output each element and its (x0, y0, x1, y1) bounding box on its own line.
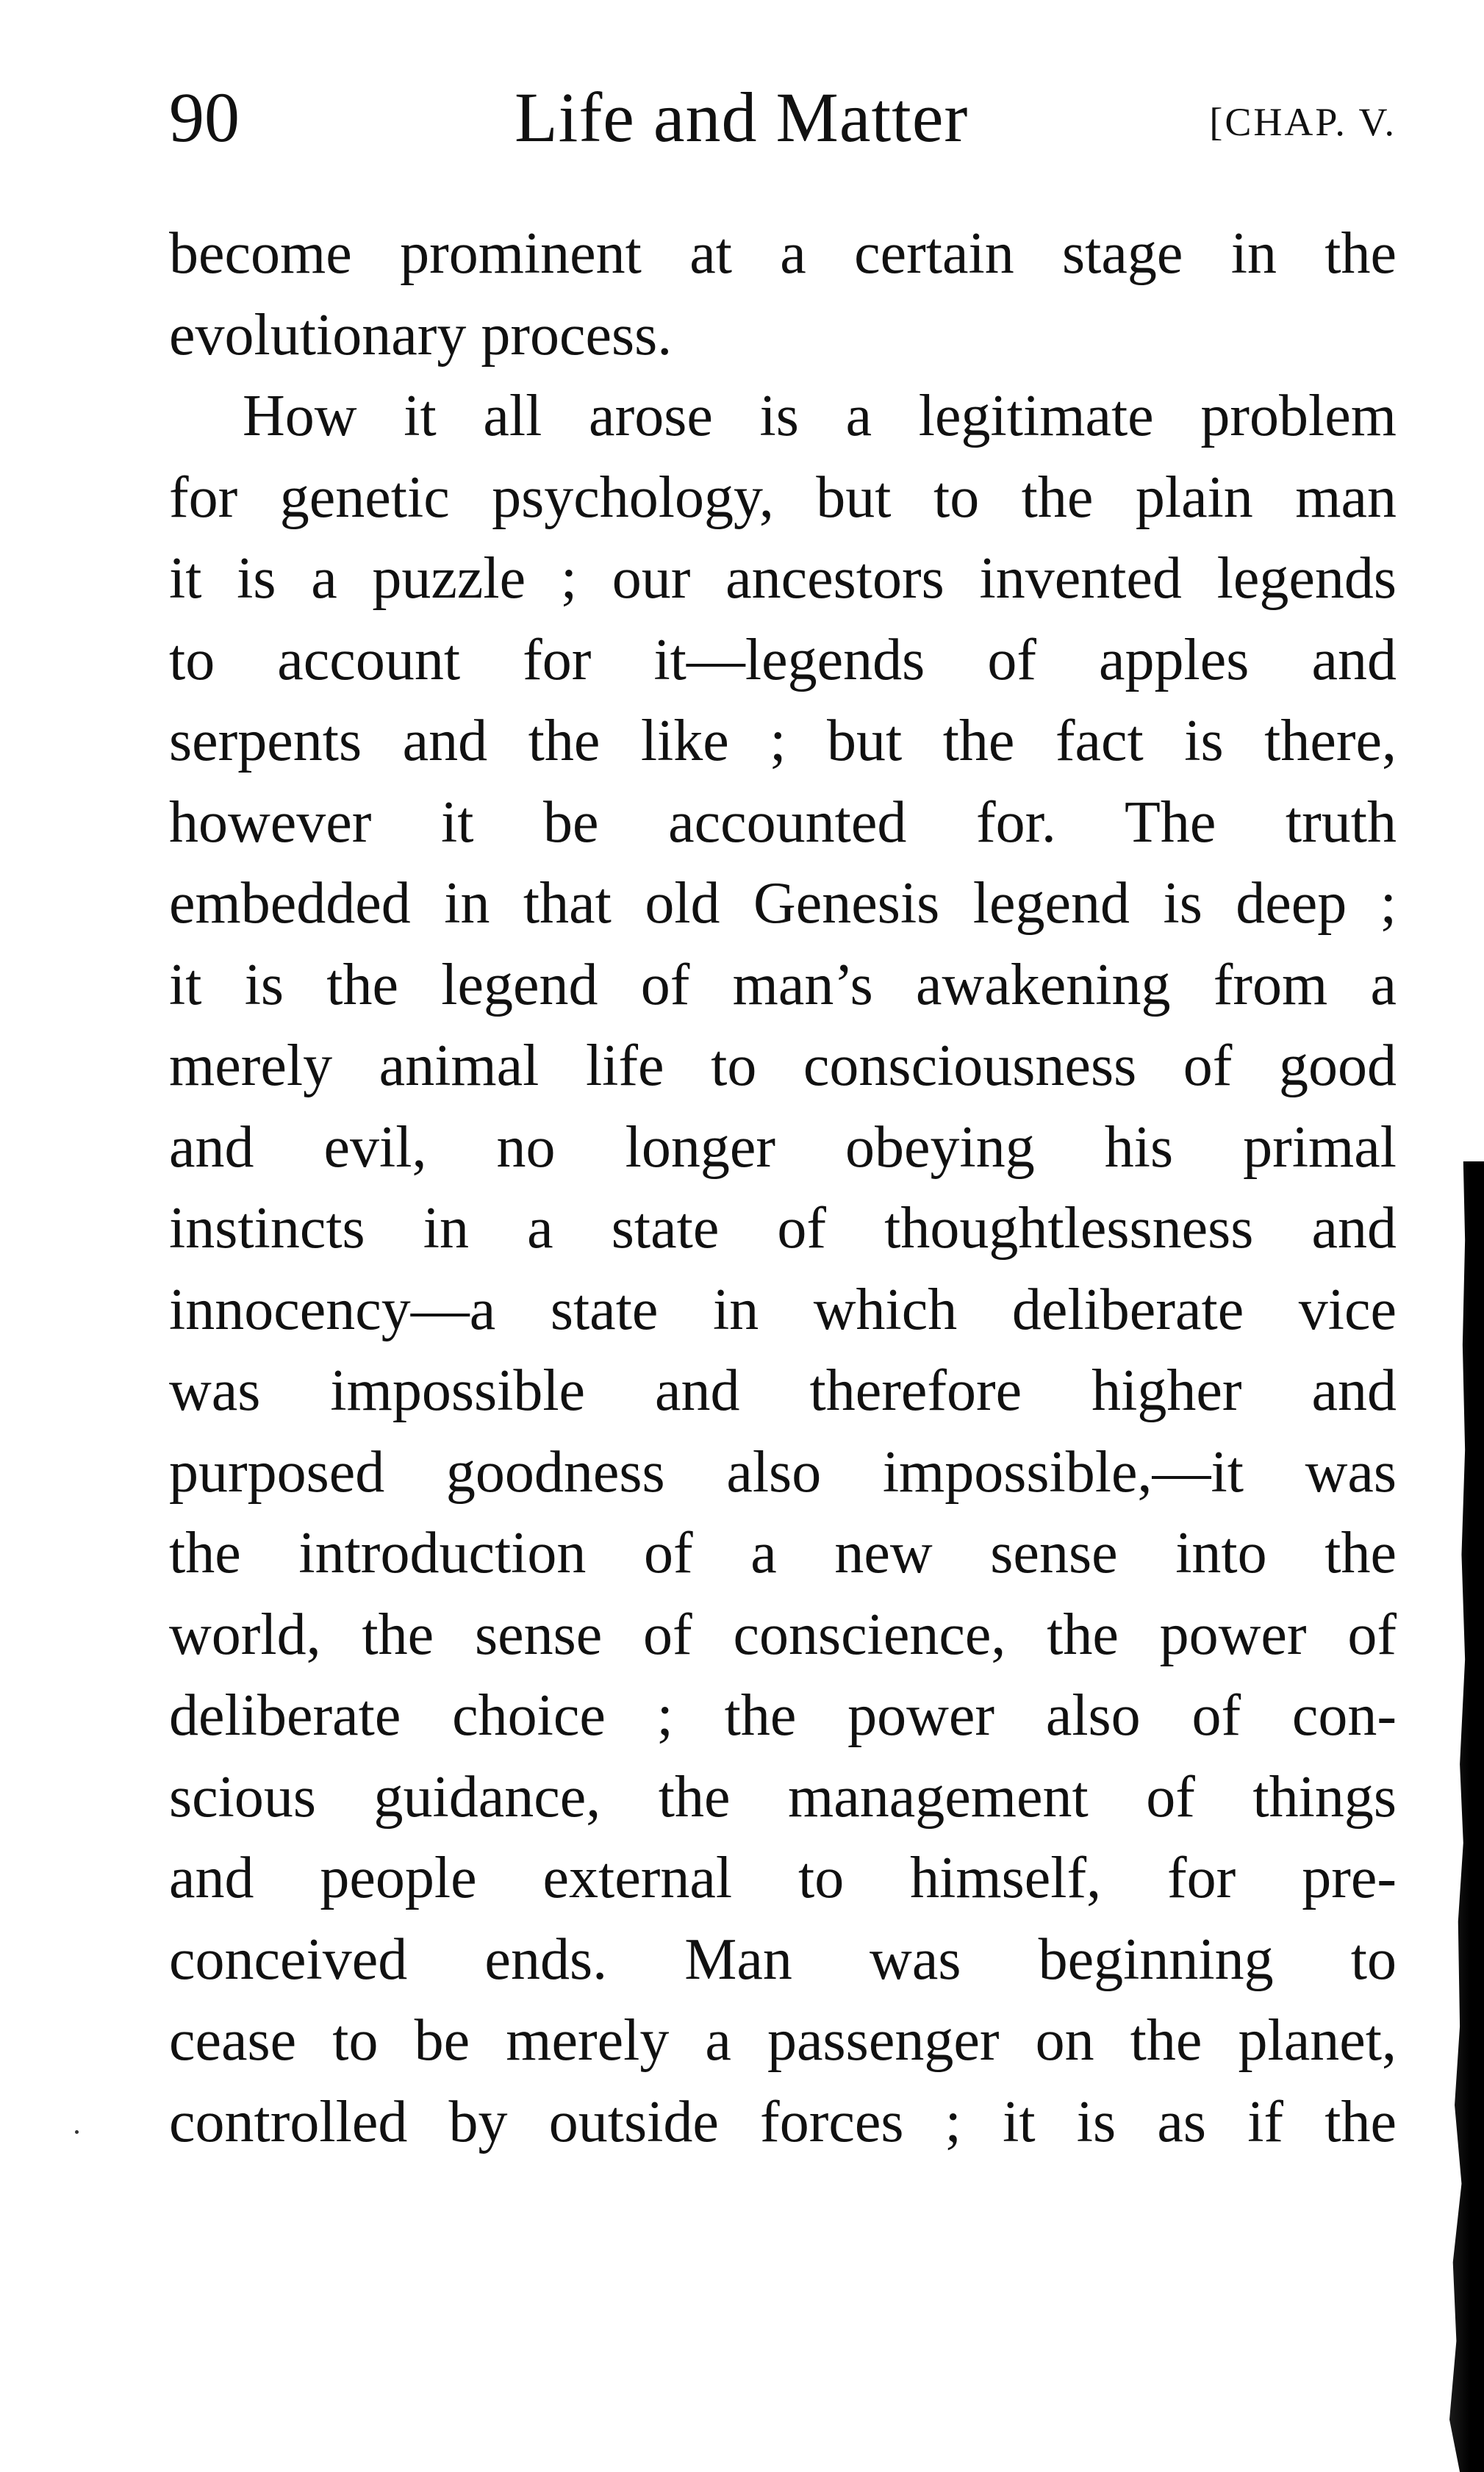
text-line: scious guidance, the management of things (169, 1764, 1397, 1830)
text-line: and people external to himself, for pre- (169, 1846, 1397, 1910)
text-line: cease to be merely a passenger on the planet, (169, 2008, 1397, 2073)
text-line: controlled by outside forces ; it is as if the (169, 2089, 1397, 2154)
text-line: How it all arose is a legitimate problem (243, 384, 1397, 448)
text-line: become prominent at a certain stage in the (169, 221, 1397, 286)
chapter-reference: [CHAP. V. (1209, 100, 1397, 144)
page-number: 90 (169, 78, 240, 157)
text-line: conceived ends. Man was beginning to (169, 1927, 1397, 1992)
text-line: world, the sense of conscience, the power of (169, 1602, 1397, 1667)
text-line: it is a puzzle ; our ancestors invented legends (169, 546, 1397, 611)
text-line: embedded in that old Genesis legend is deep ; (169, 871, 1397, 936)
text-line: deliberate choice ; the power also of con- (169, 1683, 1397, 1748)
page-edge-shadow (1449, 1161, 1484, 2472)
text-line: the introduction of a new sense into the (169, 1521, 1397, 1586)
running-title: Life and Matter (515, 78, 969, 157)
text-line: merely animal life to consciousness of good (169, 1033, 1397, 1098)
text-line: was impossible and therefore higher and (169, 1358, 1397, 1423)
text-line: evolutionary process. (169, 302, 673, 368)
running-head (169, 74, 1397, 162)
text-line: serpents and the like ; but the fact is there, (169, 709, 1397, 773)
text-line: and evil, no longer obeying his primal (169, 1114, 1397, 1180)
text-line: it is the legend of man’s awakening from a (169, 952, 1397, 1017)
text-line: for genetic psychology, but to the plain man (169, 465, 1397, 530)
text-line: innocency—a state in which deliberate vice (169, 1277, 1397, 1342)
text-line: purposed goodness also impossible,—it was (169, 1439, 1397, 1505)
body-text (169, 213, 1397, 2163)
ink-speck (75, 2130, 79, 2134)
text-line: to account for it—legends of apples and (169, 627, 1397, 692)
text-line: instincts in a state of thoughtlessness and (169, 1196, 1397, 1261)
text-line: however it be accounted for. The truth (169, 789, 1397, 855)
